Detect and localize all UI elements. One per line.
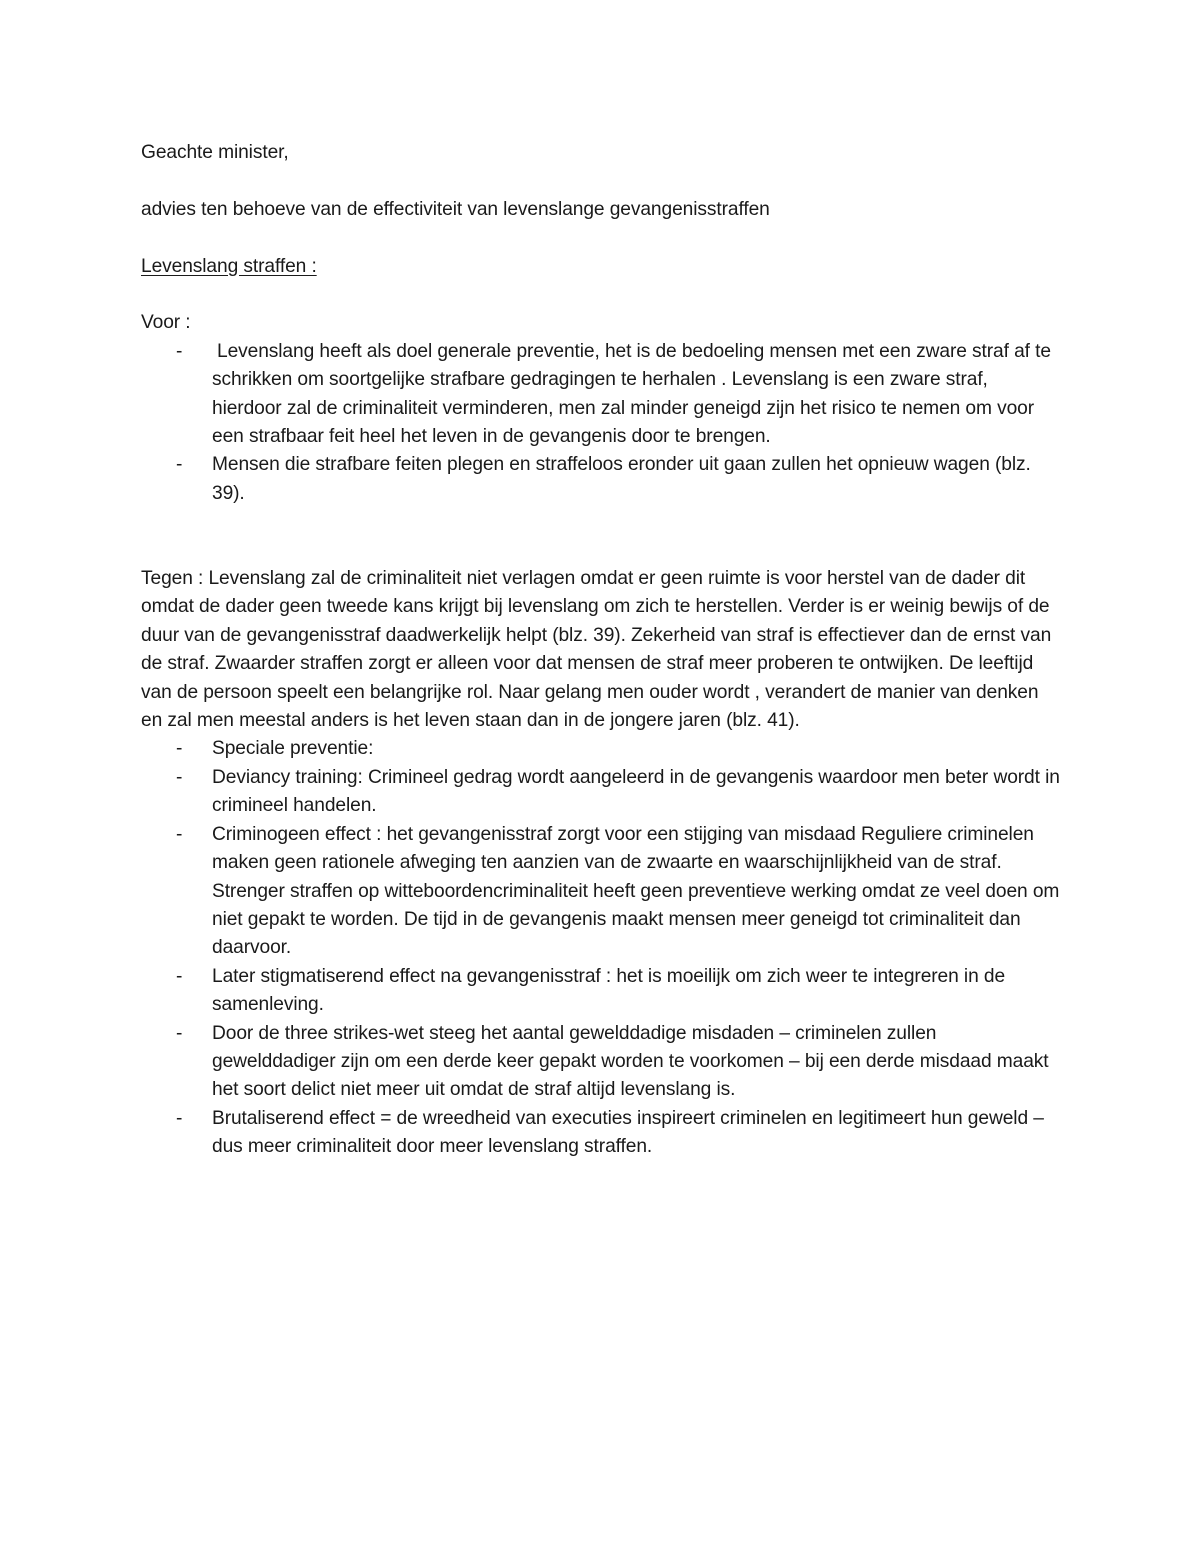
tegen-item — [141, 963, 1061, 1020]
voor-list — [141, 338, 1061, 508]
tegen-item-text: Door de three strikes-wet steeg het aantal gewelddadige misdaden – criminelen zullen gewelddadiger zijn om een derde keer gepakt worden te voorkomen – bij een derde misdaad maakt het soort delict niet meer uit omdat de straf altijd levenslang is. — [212, 1022, 1049, 1101]
tegen-paragraph: Tegen : Levenslang zal de criminaliteit niet verlagen omdat er geen ruimte is voor herstel van de dader dit omdat de dader geen tweede kans krijgt bij levenslang om zich te herstellen. Verder is er weinig bewijs of de duur van de gevangenisstraf daadwerkelijk helpt (blz. 39). Zekerheid van straf is effectiever dan de ernst van de straf. Zwaarder straffen zorgt er alleen voor dat mensen de straf meer proberen te ontwijken. De leeftijd van de persoon speelt een belangrijke rol. Naar gelang men ouder wordt , verandert de manier van denken en zal men meestal anders is het leven staan dan in de jongere jaren (blz. 41). — [141, 568, 1052, 732]
section-heading — [141, 253, 1061, 281]
tegen-item-text: Brutaliserend effect = de wreedheid van executies inspireert criminelen en legitimeert hun geweld – dus meer criminaliteit door meer levenslang straffen. — [212, 1107, 1044, 1158]
tegen-item — [141, 764, 1061, 821]
tegen-item-text: Criminogeen effect : het gevangenisstraf zorgt voor een stijging van misdaad Reguliere criminelen maken geen rationele afweging ten aanzien van de zwaarte en waarschijnlijkheid van de straf. Strenger straffen op witteboordencriminaliteit heeft geen preventieve werking omdat ze veel doen om niet gepakt te worden. De tijd in de gevangenis maakt mensen meer geneigd tot criminaliteit dan daarvoor. — [212, 823, 1060, 959]
tegen-item — [141, 735, 1061, 763]
bullet-dash: - — [176, 1022, 183, 1044]
bullet-dash: - — [176, 766, 183, 788]
tegen-item — [141, 1020, 1061, 1105]
tegen-item-text: Deviancy training: Crimineel gedrag wordt aangeleerd in de gevangenis waardoor men beter wordt in crimineel handelen. — [212, 766, 1060, 817]
bullet-dash: - — [176, 738, 183, 760]
salutation: Geachte minister, — [141, 142, 289, 163]
letter-body — [141, 139, 1061, 1162]
voor-item-text: Mensen die strafbare feiten plegen en straffeloos eronder uit gaan zullen het opnieuw wagen (blz. 39). — [212, 454, 1031, 504]
bullet-dash: - — [176, 965, 183, 987]
voor-item-text: Levenslang heeft als doel generale preventie, het is de bedoeling mensen met een zware straf af te schrikken om soortgelijke strafbare gedragingen te herhalen . Levenslang is een zware straf, hierdoor zal de criminaliteit verminderen, men zal minder geneigd zijn het risico te nemen om voor een strafbaar feit heel het leven in de gevangenis door te brengen. — [212, 340, 1051, 448]
voor-label: Voor : — [141, 312, 191, 334]
bullet-dash: - — [176, 454, 183, 476]
section-heading-text: Levenslang straffen : — [141, 255, 317, 277]
bullet-dash: - — [176, 823, 183, 845]
bullet-dash: - — [176, 1107, 183, 1129]
tegen-item — [141, 821, 1061, 963]
bullet-dash: - — [176, 340, 183, 362]
voor-item — [141, 451, 1061, 508]
subject-line: advies ten behoeve van de effectiviteit van levenslange gevangenisstraffen — [141, 198, 770, 220]
tegen-item — [141, 1105, 1061, 1162]
tegen-item-text: Later stigmatiserend effect na gevangenisstraf : het is moeilijk om zich weer te integreren in de samenleving. — [212, 965, 1006, 1016]
tegen-item-text: Speciale preventie: — [212, 738, 374, 760]
tegen-list — [141, 735, 1061, 1161]
voor-item — [141, 338, 1061, 452]
